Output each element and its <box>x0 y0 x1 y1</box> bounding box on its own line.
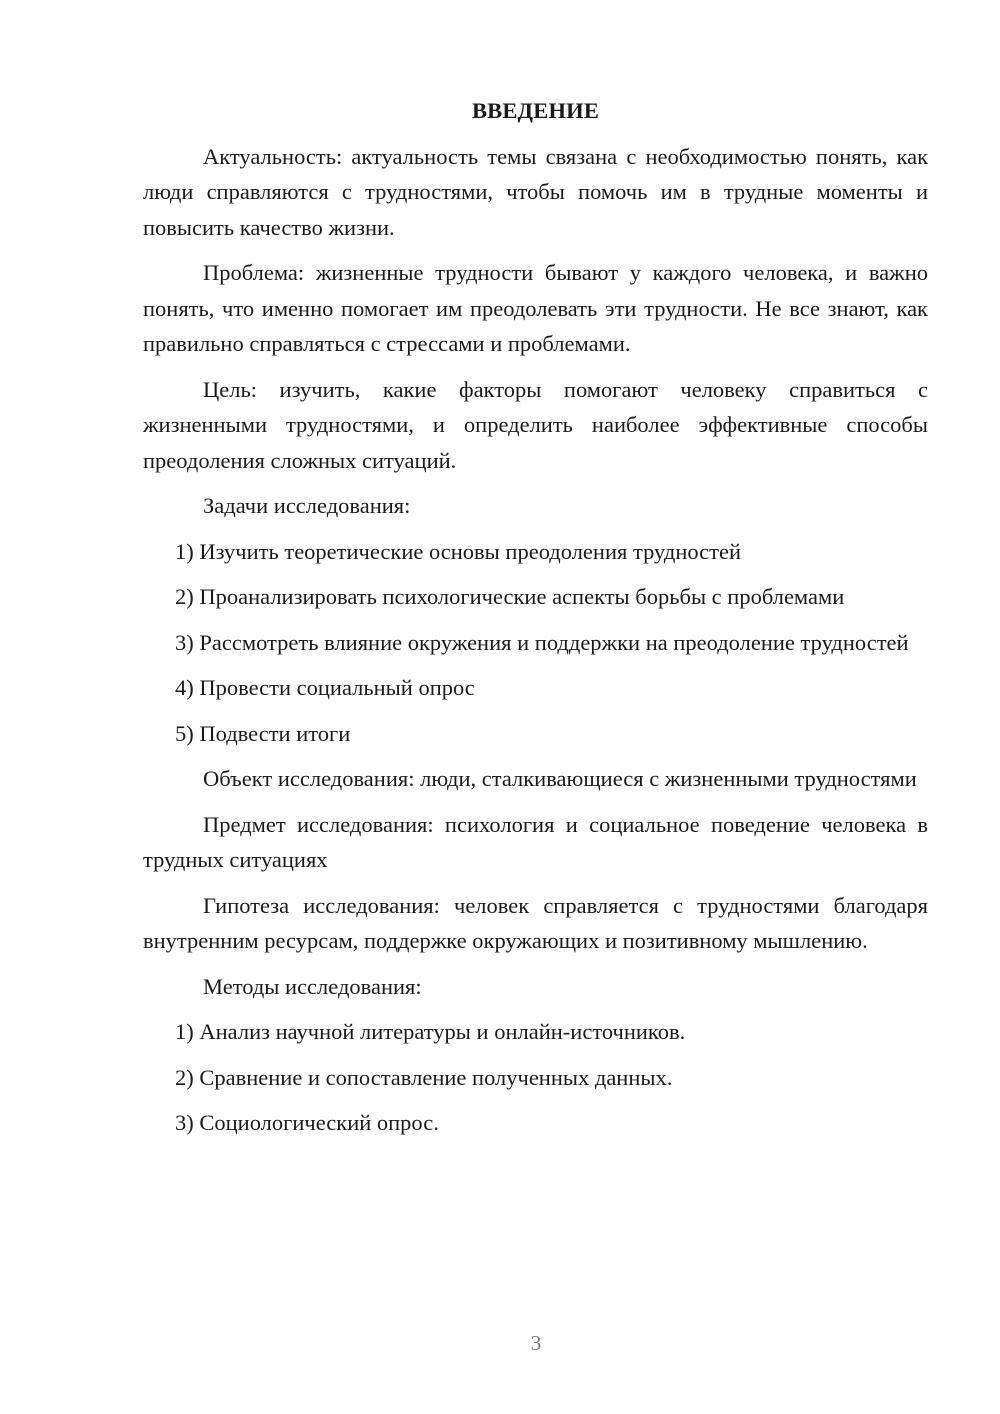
document-body <box>143 93 928 1151</box>
tasks-heading: Задачи исследования: <box>203 493 411 518</box>
page-number: 3 <box>530 1331 542 1355</box>
goal-paragraph: Цель: изучить, какие факторы помогают человеку справиться с жизненными трудностями, и определить наиболее эффективные способы преодоления сложных ситуаций. <box>143 376 928 473</box>
relevance-paragraph: Актуальность: актуальность темы связана с необходимостью понять, как люди справляются с трудностями, чтобы помочь им в трудные моменты и повысить качество жизни. <box>143 143 928 240</box>
method-item-1: 1) Анализ научной литературы и онлайн-источников. <box>175 1019 686 1044</box>
task-item-3: 3) Рассмотреть влияние окружения и поддержки на преодоление трудностей <box>175 629 909 655</box>
methods-heading: Методы исследования: <box>203 973 422 999</box>
method-item-3: 3) Социологический опрос. <box>175 1110 439 1135</box>
task-item-2: 2) Проанализировать психологические аспекты борьбы с проблемами <box>175 584 845 609</box>
task-item-5: 5) Подвести итоги <box>175 720 351 746</box>
method-item-2: 2) Сравнение и сопоставление полученных данных. <box>175 1064 673 1090</box>
object-paragraph: Объект исследования: люди, сталкивающиеся с жизненными трудностями <box>203 766 917 791</box>
hypothesis-paragraph: Гипотеза исследования: человек справляется с трудностями благодаря внутренним ресурсам, поддержке окружающих и позитивному мышлению. <box>143 892 928 953</box>
problem-paragraph: Проблема: жизненные трудности бывают у каждого человека, и важно понять, что именно помогает им преодолевать эти трудности. Не все знают, как правильно справляться с стрессами и проблемами. <box>143 260 928 356</box>
page-title: ВВЕДЕНИЕ <box>471 98 600 123</box>
subject-paragraph: Предмет исследования: психология и социальное поведение человека в трудных ситуациях <box>143 811 928 872</box>
task-item-1: 1) Изучить теоретические основы преодоления трудностей <box>175 538 742 564</box>
task-item-4: 4) Провести социальный опрос <box>175 675 475 700</box>
